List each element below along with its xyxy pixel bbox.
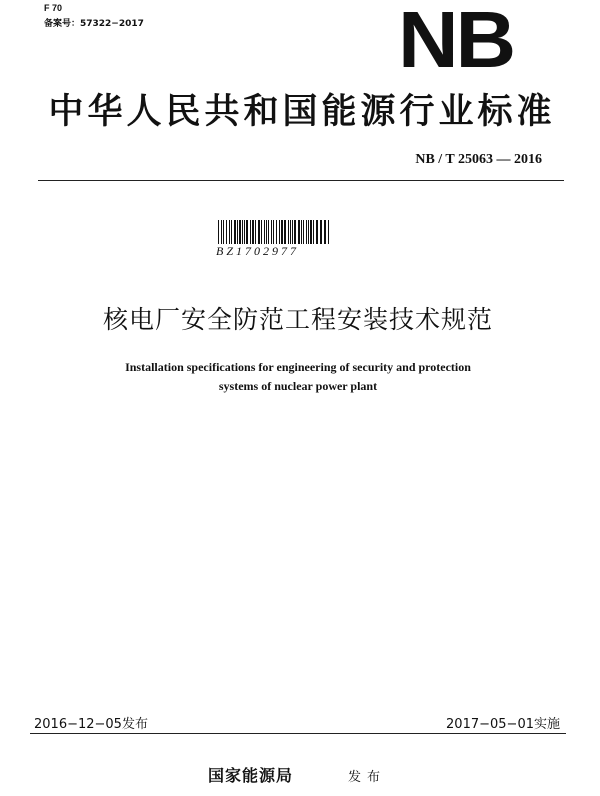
barcode-bar <box>292 220 293 244</box>
barcode-bar <box>316 220 318 244</box>
classification-code: F 70 <box>44 3 63 13</box>
publish-action: 发布 <box>348 770 387 785</box>
barcode-bar <box>273 220 274 244</box>
barcode-bar <box>258 220 260 244</box>
barcode-bar <box>306 220 307 244</box>
barcode-bar <box>294 220 296 244</box>
barcode-bar <box>313 220 314 244</box>
barcode-bar <box>221 220 222 244</box>
barcode-bar <box>288 220 289 244</box>
english-title-line-2: systems of nuclear power plant <box>218 379 378 393</box>
barcode-bar <box>218 220 219 244</box>
barcode-bar <box>250 220 251 244</box>
barcode-bar <box>261 220 262 244</box>
implementation-date: 2017−05−01实施 <box>446 717 560 732</box>
barcode-bar <box>303 220 304 244</box>
barcode-bar <box>298 220 300 244</box>
barcode-bar <box>255 220 256 244</box>
organization-title: 中华人民共和国能源行业标准 <box>48 91 556 132</box>
barcode-bar <box>244 220 245 244</box>
issue-date: 2016−12−05发布 <box>34 717 148 732</box>
barcode-bar <box>266 220 267 244</box>
footer-divider <box>30 733 566 734</box>
barcode-bar <box>276 220 277 244</box>
barcode-bar <box>226 220 227 244</box>
barcode-graphic <box>218 220 331 244</box>
barcode-bar <box>310 220 312 244</box>
barcode-bar <box>239 220 241 244</box>
publisher-name: 国家能源局 <box>208 766 294 785</box>
barcode-number: BZ1702977 <box>216 244 300 258</box>
barcode-bar <box>328 220 329 244</box>
barcode-bar <box>301 220 302 244</box>
nb-logo: NB <box>398 0 514 84</box>
barcode-bar <box>284 220 286 244</box>
barcode-bar <box>271 220 272 244</box>
barcode-bar <box>279 220 280 244</box>
barcode-bar <box>268 220 269 244</box>
barcode-bar <box>231 220 232 244</box>
barcode-bar <box>229 220 230 244</box>
chinese-title: 核电厂安全防范工程安装技术规范 <box>102 305 493 334</box>
barcode-bar <box>324 220 326 244</box>
english-title-line-1: Installation specifications for engineering of security and protection <box>125 360 471 374</box>
barcode-bar <box>246 220 248 244</box>
barcode-bar <box>290 220 291 244</box>
barcode-bar <box>234 220 236 244</box>
barcode-bar <box>308 220 309 244</box>
filing-number: 备案号：57322−2017 <box>44 19 144 29</box>
english-title <box>0 358 596 396</box>
barcode-bar <box>252 220 254 244</box>
barcode-bar <box>264 220 265 244</box>
barcode-bar <box>281 220 283 244</box>
header-divider <box>38 180 564 181</box>
standard-number: NB / T 25063 — 2016 <box>415 152 542 167</box>
barcode-bar <box>223 220 224 244</box>
barcode-bar <box>237 220 238 244</box>
barcode-bar <box>242 220 243 244</box>
barcode-bar <box>320 220 322 244</box>
